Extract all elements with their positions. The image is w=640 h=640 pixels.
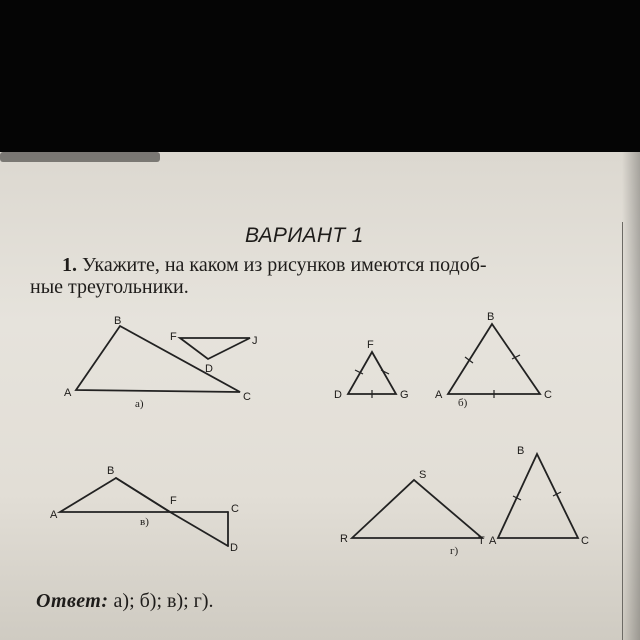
figures-canvas [0,152,640,640]
question-text-1: Укажите, на каком из рисунков имеются подоб- [82,254,487,276]
triangle-abc [76,326,240,392]
point-label-c: C [231,503,239,515]
point-label-g: G [400,389,409,401]
point-label-r: R [340,533,348,545]
point-label-b: B [517,445,525,457]
point-label-b: B [114,315,122,327]
segment-fd [170,512,228,546]
segment-bf [116,478,170,512]
point-label-c: C [544,389,552,401]
point-label-t: T [478,535,485,547]
figure-a [64,315,258,410]
point-label-f: F [170,495,177,507]
point-label-d: D [334,389,342,401]
figure-b [334,311,552,409]
figure-g [340,445,589,557]
point-label-a: A [64,387,72,399]
point-label-a: A [435,389,443,401]
triangle-fjd [180,338,250,359]
variant-heading: ВАРИАНТ 1 [245,224,364,247]
point-label-f: F [170,331,177,343]
triangle-rst [352,480,482,538]
point-label-d: D [205,363,213,375]
next-question-cutoff [0,152,160,162]
point-label-s: S [419,469,427,481]
figure-v [50,465,239,554]
triangle-abf [60,478,170,512]
figure-caption-b: б) [458,397,468,409]
answer-line [36,590,214,613]
point-label-b: B [487,311,495,323]
point-label-a: A [50,509,58,521]
point-label-b: B [107,465,115,477]
point-label-f: F [367,339,374,351]
point-label-a: A [489,535,497,547]
triangle-fdg [348,352,396,394]
answer-label: Ответ: [36,590,109,612]
question-line-2: ные треугольники. [30,276,189,298]
figure-caption-a: а) [135,398,144,410]
point-label-j: J [252,335,258,347]
figure-caption-v: в) [140,516,149,528]
triangle-bac [448,324,540,394]
point-label-d: D [230,542,238,554]
point-label-c: C [581,535,589,547]
triangle-bac-g [498,454,578,538]
worksheet-page [0,152,640,640]
answer-options: а); б); в); г). [113,590,214,612]
point-label-c: C [243,391,251,403]
question-number: 1. [62,254,77,276]
figure-caption-g: г) [450,545,459,557]
